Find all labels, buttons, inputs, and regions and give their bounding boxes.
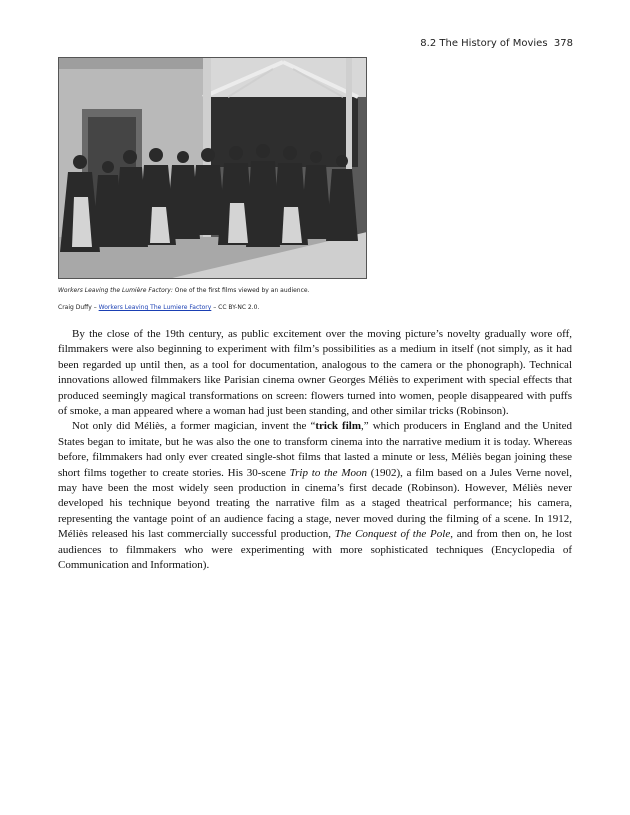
credit-license: – CC BY-NC 2.0.: [211, 304, 260, 311]
paragraph-2-text-g: , and from then on, he lost audiences to filmmakers who were experimenting with more sophisticated techniques (Encyclopedia of Communication and Information).: [58, 528, 572, 572]
page-header: [420, 38, 573, 49]
section-title: 8.2 The History of Movies: [420, 38, 548, 49]
credit-link[interactable]: Workers Leaving The Lumiere Factory: [98, 304, 212, 311]
paragraph-2-text-e: (1902), a film based on a Jules Verne novel, may have been the most widely seen production in cinema’s first decade (Robinson). However, Méliès never developed his technique beyond treating the narrative film as a staged theatrical performance; his camera, representing the vantage point of an audience facing a stage, never moved during the filming of a scene. In 1912, Méliès released his last commercially successful production,: [58, 466, 572, 541]
page-number: 378: [553, 38, 573, 49]
paragraph-2-text-a: Not only did Méliès, a former magician, invent the “: [72, 420, 316, 433]
trip-to-the-moon-title: Trip to the Moon: [289, 466, 367, 479]
paragraph-2: [58, 419, 572, 573]
body-text: [58, 327, 572, 574]
trick-film-term: trick film: [315, 420, 361, 433]
paragraph-2-text-c: ,” which producers in England and the United States began to imitate, but he was also the one to transform cinema into the narrative medium it is today. Whereas before, filmmakers had only ever created single-shot films that lasted a minute or less, Méliès began joining these short films together to create stories. His 30-scene: [58, 420, 572, 479]
credit-author: Craig Duffy –: [58, 304, 99, 311]
conquest-of-the-pole-title: The Conquest of the Pole: [334, 528, 451, 541]
figure-caption: [58, 287, 310, 294]
figure-credit: [58, 304, 259, 311]
photo-illustration: [58, 57, 367, 279]
caption-title: Workers Leaving the Lumière Factory:: [58, 287, 173, 294]
workers-leaving-factory-photo: [58, 57, 367, 279]
caption-text: One of the first films viewed by an audience.: [172, 287, 310, 294]
paragraph-1: By the close of the 19th century, as public excitement over the moving picture’s novelty gradually wore off, filmmakers were also beginning to experiment with film’s possibilities as a medium in itself (not simply, as it had been regarded up until then, as a tool for documentation, analogous to the camera or the phonograph). Technical innovations allowed filmmakers like Parisian cinema owner Georges Méliès to experiment with special effects that produced seemingly magical transformations on screen: flowers turned into women, people disappeared with puffs of smoke, a man appeared where a woman had just been standing, and other similar tricks (Robinson).: [58, 328, 572, 418]
